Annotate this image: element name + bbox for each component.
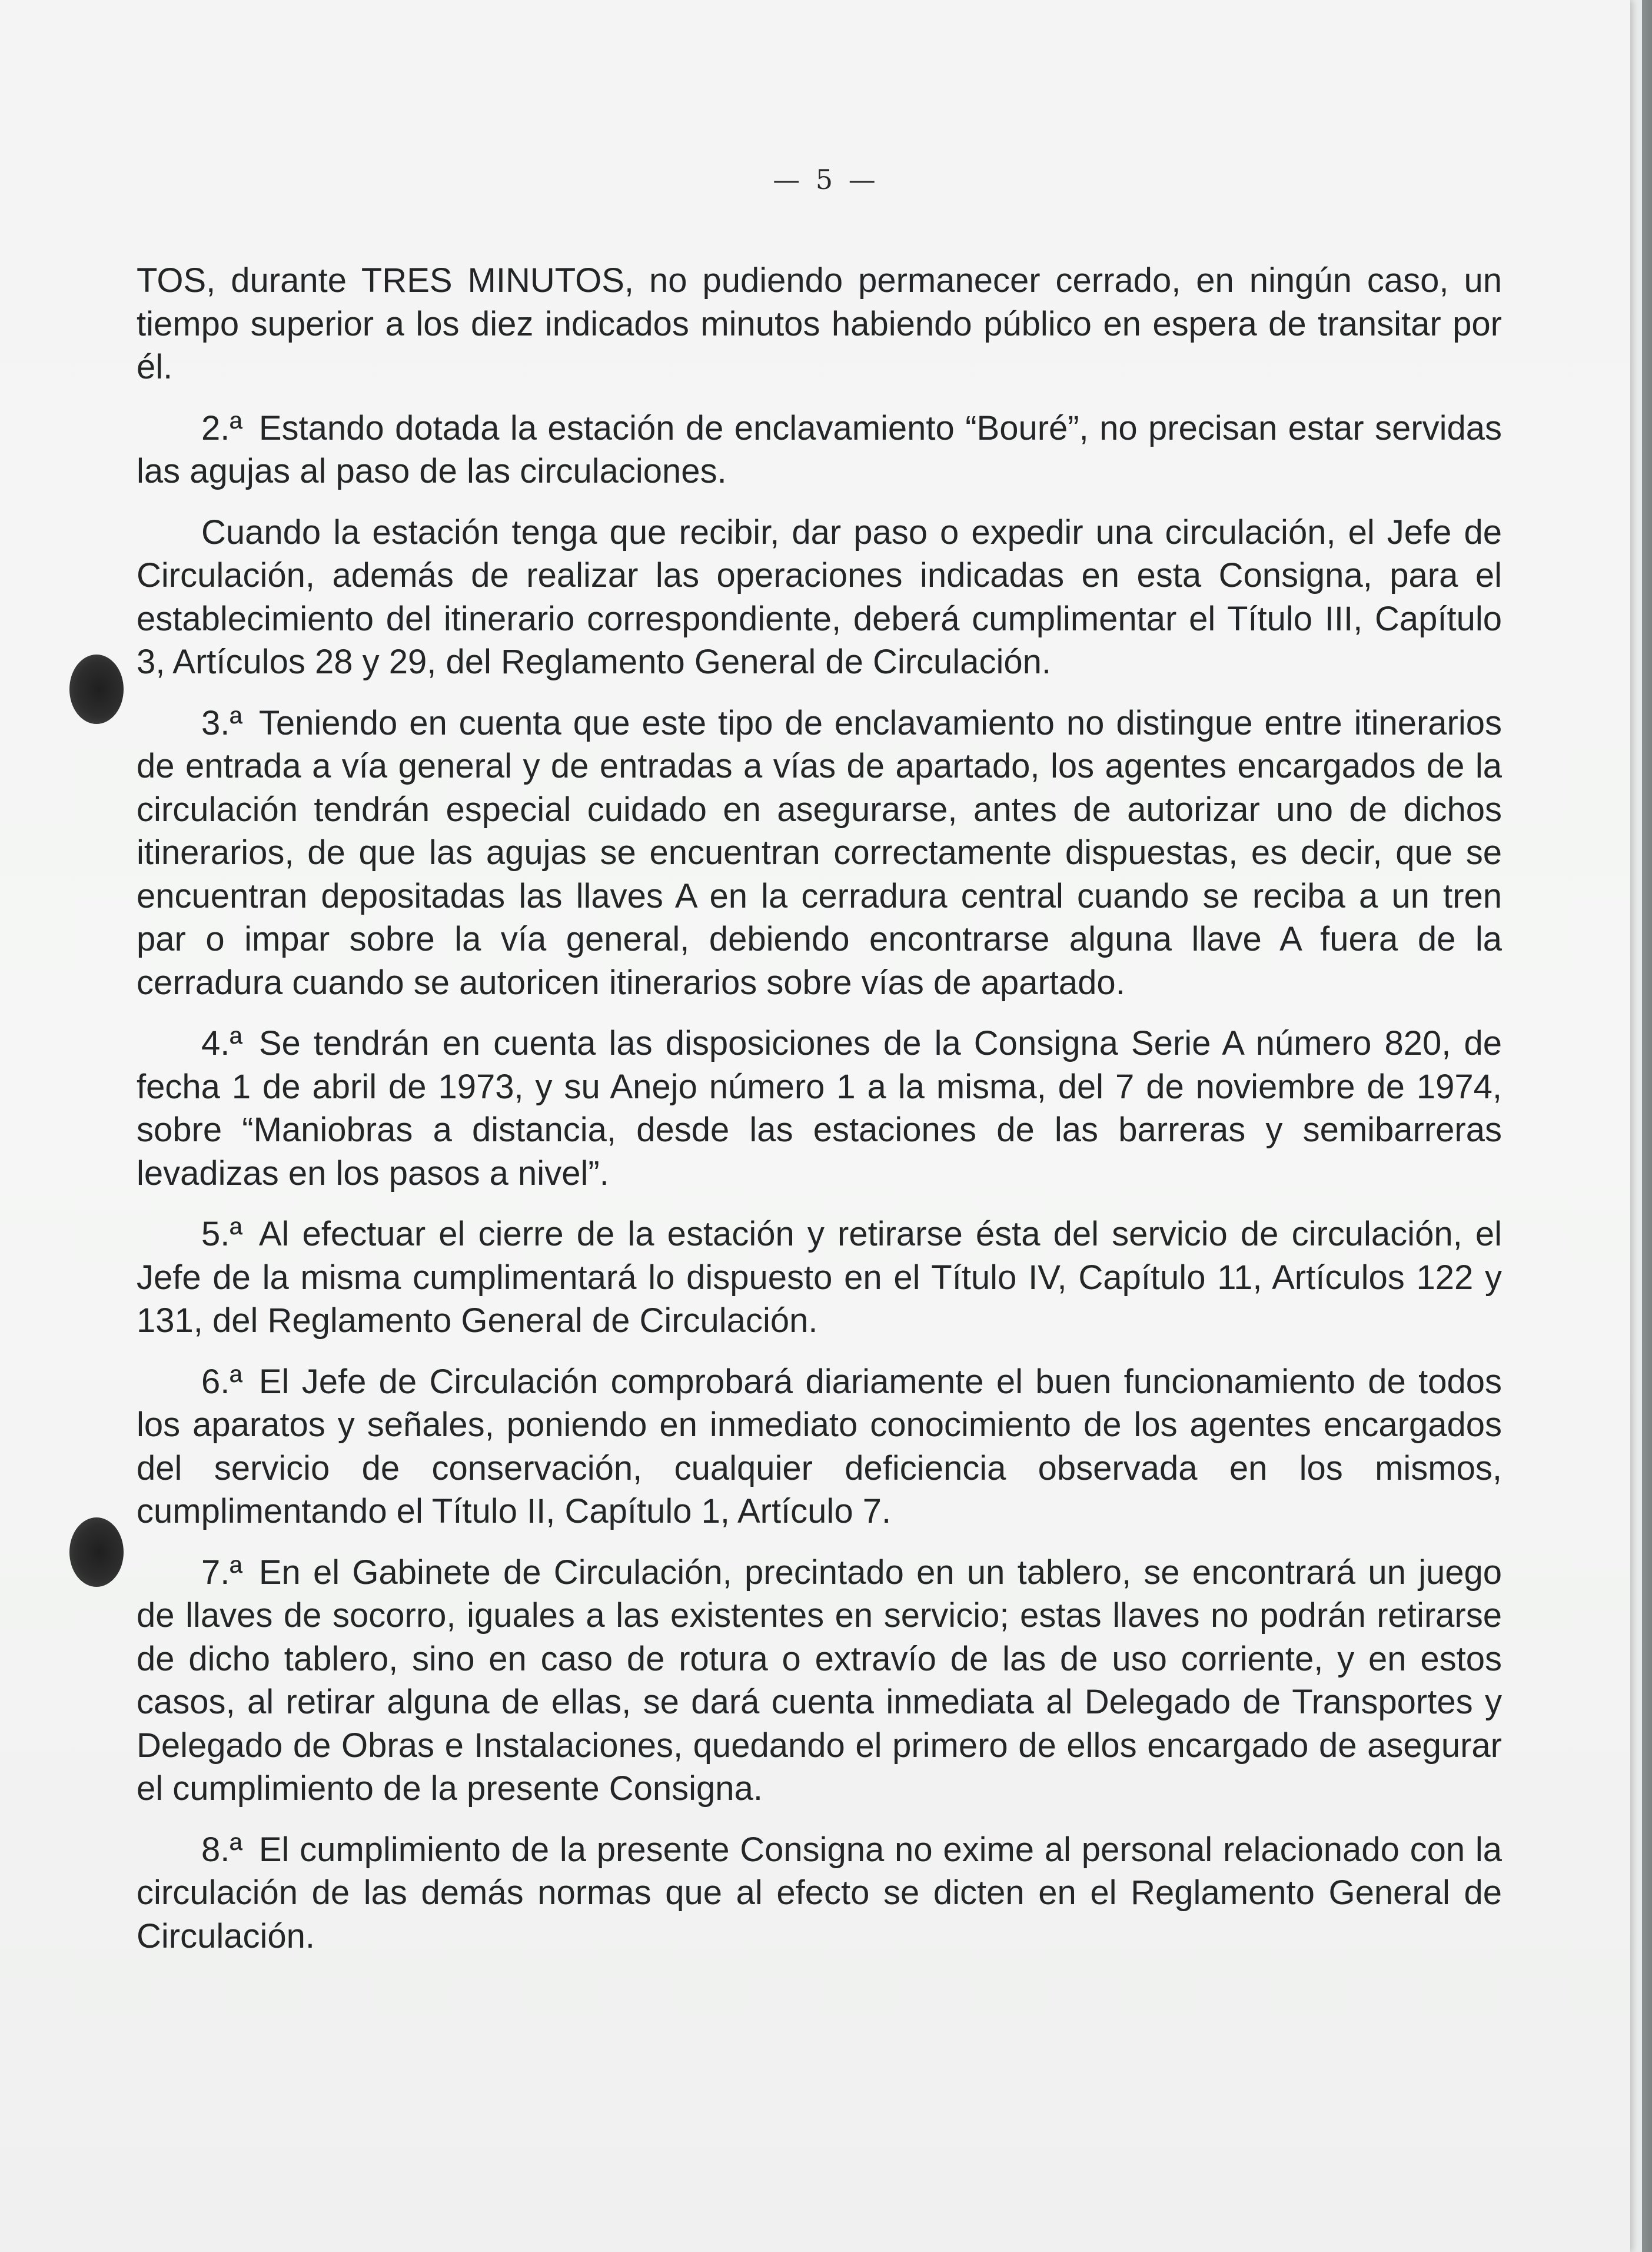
clause-number: 6.ª [201,1362,242,1401]
paragraph-text: En el Gabinete de Circulación, precintado en un tablero, se encontrará un juego de llaves de socorro, iguales a las existentes en servicio; estas llaves no podrán retirarse de dicho tablero, sino en caso de rotura o extravío de las de uso corriente, y en estos casos, al retirar alguna de ellas, se dará cuenta inmediata al Delegado de Transportes y Delegado de Obras e Instalaciones, quedando el primero de ellos encargado de asegurar el cumplimiento de la presente Consigna. [137,1553,1502,1808]
clause-6 [137,1360,1502,1533]
punch-hole [69,655,124,724]
clause-number: 5.ª [201,1215,242,1253]
clause-number: 8.ª [201,1830,242,1869]
clause-number: 4.ª [201,1024,242,1062]
paragraph-continuation [137,259,1502,389]
punch-hole [69,1517,124,1587]
clause-8 [137,1828,1502,1958]
paragraph-text: El Jefe de Circulación comprobará diariamente el buen funcionamiento de todos los aparatos y señales, poniendo en inmediato conocimiento de los agentes encargados del servicio de conservación, cualquier deficiencia observada en los mismos, cumplimentando el Título II, Capítulo 1, Artículo 7. [137,1362,1502,1530]
clause-4 [137,1022,1502,1195]
clause-3 [137,702,1502,1005]
page-number: — 5 — [773,164,879,195]
paragraph-text: El cumplimiento de la presente Consigna no exime al personal relacionado con la circulación de las demás normas que al efecto se dicten en el Reglamento General de Circulación. [137,1830,1502,1955]
clause-number: 3.ª [201,703,242,742]
paragraph-text: Se tendrán en cuenta las disposiciones de la Consigna Serie A número 820, de fecha 1 de abril de 1973, y su Anejo número 1 a la misma, del 7 de noviembre de 1974, sobre “Maniobras a distancia, desde las estaciones de las barreras y semibarreras levadizas en los pasos a nivel”. [137,1024,1502,1193]
paragraph-text: Estando dotada la estación de enclavamiento “Bouré”, no precisan estar servidas las agujas al paso de las circulaciones. [137,408,1502,490]
clause-2 [137,407,1502,493]
clause-number: 7.ª [201,1553,242,1592]
paragraph-text: Cuando la estación tenga que recibir, dar paso o expedir una circulación, el Jefe de Circulación, además de realizar las operaciones indicadas en esta Consigna, para el establecimiento del itinerario correspondiente, deberá cumplimentar el Título III, Capítulo 3, Artículos 28 y 29, del Reglamento General de Circulación. [137,513,1502,681]
paragraph-text: Al efectuar el cierre de la estación y retirarse ésta del servicio de circulación, el Jefe de la misma cumplimentará lo dispuesto en el Título IV, Capítulo 11, Artículos 122 y 131, del Reglamento General de Circulación. [137,1215,1502,1340]
paragraph-text: TOS, durante TRES MINUTOS, no pudiendo permanecer cerrado, en ningún caso, un tiempo superior a los diez indicados minutos habiendo público en espera de transitar por él. [137,261,1502,386]
body-text [137,259,1502,1975]
clause-7 [137,1551,1502,1811]
clause-2-continuation [137,511,1502,684]
clause-number: 2.ª [201,408,242,447]
paragraph-text: Teniendo en cuenta que este tipo de enclavamiento no distingue entre itinerarios de entrada a vía general y de entradas a vías de apartado, los agentes encargados de la circulación tendrán especial cuidado en asegurarse, antes de autorizar uno de dichos itinerarios, de que las agujas se encuentran correctamente dispuestas, es decir, que se encuentran depositadas las llaves A en la cerradura central cuando se reciba a un tren par o impar sobre la vía general, debiendo encontrarse alguna llave A fuera de la cerradura cuando se autoricen itinerarios sobre vías de apartado. [137,703,1502,1002]
clause-5 [137,1213,1502,1343]
